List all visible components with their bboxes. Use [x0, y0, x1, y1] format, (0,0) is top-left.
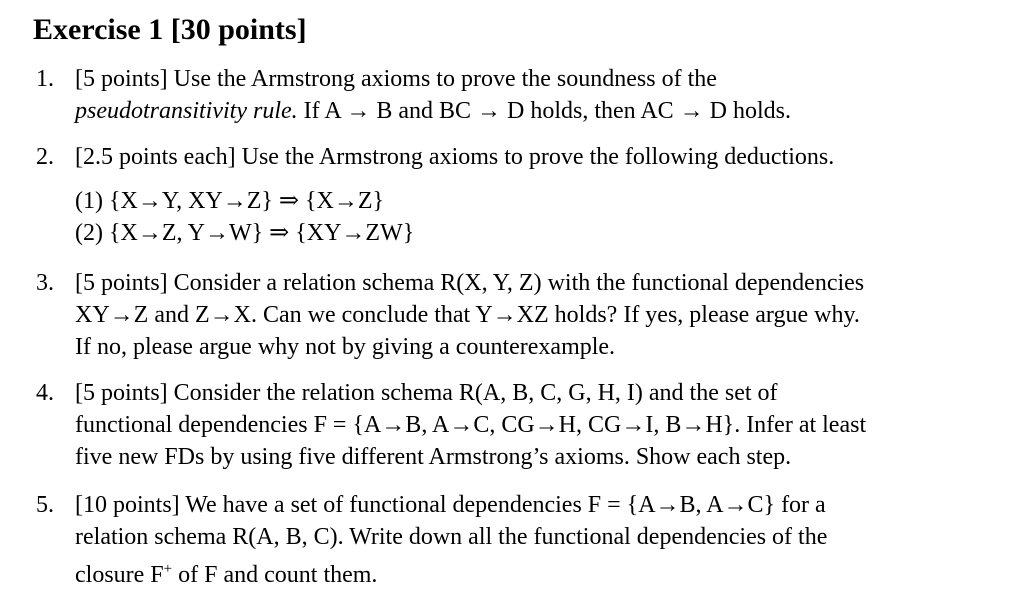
question-line: [10 points] We have a set of functional dependencies F = {A→B, A→C} for a — [75, 492, 826, 518]
question-line — [75, 553, 1015, 591]
question-line: XY→Z and Z→X. Can we conclude that Y→XZ holds? If yes, please argue why. — [75, 302, 860, 328]
question-line-rest: If A → B and BC → D holds, then AC → D holds. — [303, 98, 792, 124]
question-line: [5 points] Use the Armstrong axioms to prove the soundness of the — [75, 66, 717, 92]
sub-item: (2) {X→Z, Y→W} ⇒ {XY→ZW} — [75, 220, 415, 246]
question-number: 2. — [36, 144, 54, 170]
question-line — [75, 95, 1015, 127]
question-line-rest: of F and count them. — [178, 562, 378, 588]
question-number: 4. — [36, 380, 54, 406]
sub-item: (1) {X→Y, XY→Z} ⇒ {X→Z} — [75, 188, 385, 214]
question-line: [5 points] Consider a relation schema R(X, Y, Z) with the functional dependencies — [75, 270, 865, 296]
question-text — [75, 377, 1015, 473]
question-line: relation schema R(A, B, C). Write down all the functional dependencies of the — [75, 524, 828, 550]
question-line: If no, please argue why not by giving a counterexample. — [75, 334, 616, 360]
question-text — [75, 63, 1015, 127]
closure-label: closure F — [75, 562, 164, 588]
question-text — [75, 267, 1015, 363]
question-line: [2.5 points each] Use the Armstrong axioms to prove the following deductions. — [75, 144, 835, 170]
question-text — [75, 489, 1015, 591]
question-number: 5. — [36, 492, 54, 518]
question-text — [75, 141, 1015, 249]
italic-term: pseudotransitivity rule. — [75, 98, 298, 124]
question-line: [5 points] Consider the relation schema R(A, B, C, G, H, I) and the set of — [75, 380, 778, 406]
question-number: 3. — [36, 270, 54, 296]
question-line: functional dependencies F = {A→B, A→C, CG→H, CG→I, B→H}. Infer at least — [75, 412, 867, 438]
exercise-title: Exercise 1 [30 points] — [33, 13, 307, 46]
closure-superscript: + — [163, 561, 173, 577]
question-line: five new FDs by using five different Armstrong’s axioms. Show each step. — [75, 444, 792, 470]
question-number: 1. — [36, 66, 54, 92]
